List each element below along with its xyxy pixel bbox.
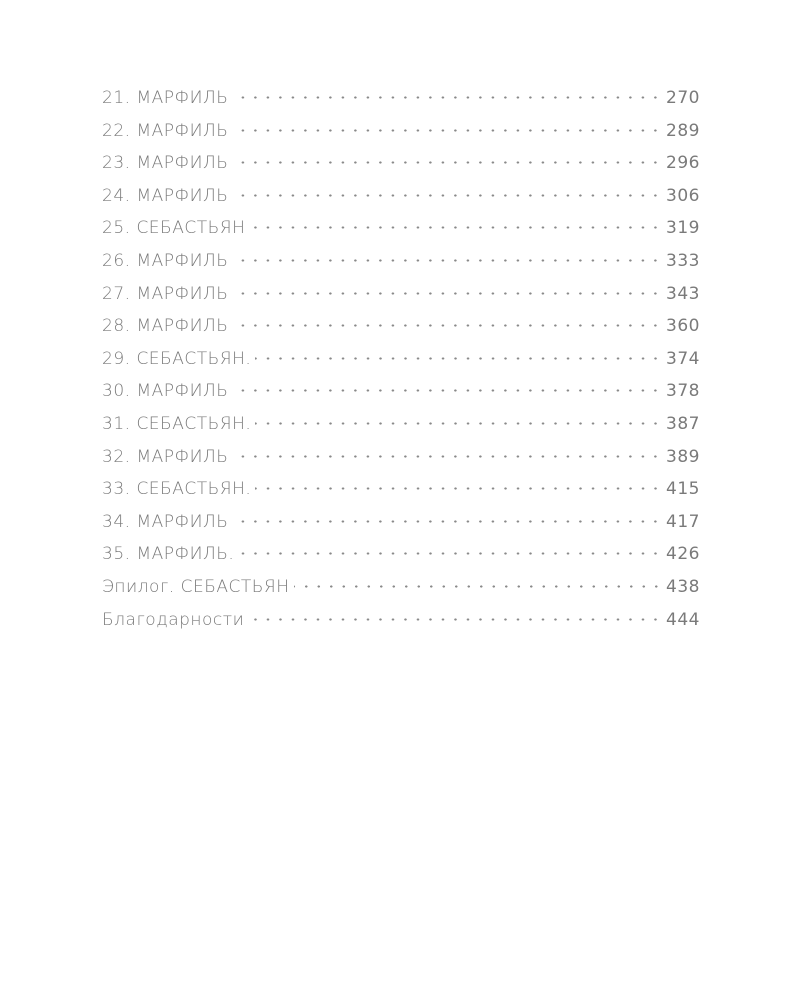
toc-entry-title: 34. МАРФИЛЬ: [102, 511, 229, 532]
toc-entry[interactable]: [102, 284, 700, 317]
toc-entry-title: 33. СЕБАСТЬЯН.: [102, 479, 252, 500]
toc-entry-page: 438: [666, 576, 700, 597]
toc-entry-page: 389: [666, 446, 700, 467]
toc-entry[interactable]: [102, 544, 700, 577]
toc-dot-leader: [232, 259, 662, 262]
toc-entry-title: 25. СЕБАСТЬЯН: [102, 218, 246, 239]
toc-dot-leader: [255, 487, 662, 490]
toc-entry-page: 270: [666, 88, 700, 108]
toc-entry[interactable]: [102, 479, 700, 512]
toc-entry-title: 27. МАРФИЛЬ: [102, 283, 229, 304]
toc-dot-leader: [232, 455, 662, 458]
toc-dot-leader: [232, 520, 662, 523]
toc-entry-page: 319: [666, 218, 700, 239]
toc-entry-page: 444: [666, 609, 700, 630]
toc-dot-leader: [232, 96, 662, 99]
toc-entry-page: 360: [666, 316, 700, 337]
toc-entry-title: 29. СЕБАСТЬЯН.: [102, 348, 252, 369]
toc-entry-title: 24. МАРФИЛЬ: [102, 185, 229, 206]
table-of-contents: [102, 88, 700, 642]
toc-entry-page: 374: [666, 348, 700, 369]
toc-entry[interactable]: [102, 447, 700, 480]
toc-entry-title: Эпилог. СЕБАСТЬЯН: [102, 576, 290, 597]
toc-dot-leader: [232, 389, 662, 392]
toc-entry-title: 35. МАРФИЛЬ.: [102, 544, 235, 565]
toc-entry-title: Благодарности: [102, 609, 245, 630]
toc-entry-page: 289: [666, 120, 700, 141]
toc-entry-page: 426: [666, 544, 700, 565]
toc-dot-leader: [248, 618, 662, 621]
toc-entry[interactable]: [102, 88, 700, 121]
toc-entry-title: 30. МАРФИЛЬ: [102, 381, 229, 402]
toc-entry[interactable]: [102, 218, 700, 251]
toc-entry-title: 32. МАРФИЛЬ: [102, 446, 229, 467]
toc-entry-title: 28. МАРФИЛЬ: [102, 316, 229, 337]
toc-entry-page: 306: [666, 185, 700, 206]
toc-entry[interactable]: [102, 414, 700, 447]
toc-entry[interactable]: [102, 381, 700, 414]
toc-dot-leader: [232, 194, 662, 197]
toc-dot-leader: [249, 226, 662, 229]
toc-entry-page: 387: [666, 413, 700, 434]
toc-entry[interactable]: [102, 153, 700, 186]
toc-dot-leader: [294, 585, 663, 588]
toc-entry[interactable]: [102, 186, 700, 219]
toc-entry[interactable]: [102, 251, 700, 284]
toc-entry[interactable]: [102, 121, 700, 154]
toc-entry-title: 21. МАРФИЛЬ: [102, 88, 229, 108]
toc-entry-page: 296: [666, 153, 700, 174]
toc-dot-leader: [238, 552, 662, 555]
toc-dot-leader: [255, 422, 662, 425]
toc-entry-title: 22. МАРФИЛЬ: [102, 120, 229, 141]
toc-entry-title: 23. МАРФИЛЬ: [102, 153, 229, 174]
toc-entry-title: 26. МАРФИЛЬ: [102, 250, 229, 271]
toc-entry-page: 378: [666, 381, 700, 402]
toc-entry-page: 343: [666, 283, 700, 304]
toc-entry-page: 415: [666, 479, 700, 500]
toc-dot-leader: [232, 324, 662, 327]
toc-entry-page: 417: [666, 511, 700, 532]
toc-entry[interactable]: [102, 512, 700, 545]
toc-entry-page: 333: [666, 250, 700, 271]
toc-entry[interactable]: [102, 316, 700, 349]
toc-entry[interactable]: [102, 610, 700, 643]
toc-dot-leader: [255, 357, 662, 360]
toc-entry[interactable]: [102, 577, 700, 610]
toc-dot-leader: [232, 292, 662, 295]
toc-entry-title: 31. СЕБАСТЬЯН.: [102, 413, 252, 434]
toc-entry[interactable]: [102, 349, 700, 382]
toc-dot-leader: [232, 129, 662, 132]
toc-dot-leader: [232, 161, 662, 164]
